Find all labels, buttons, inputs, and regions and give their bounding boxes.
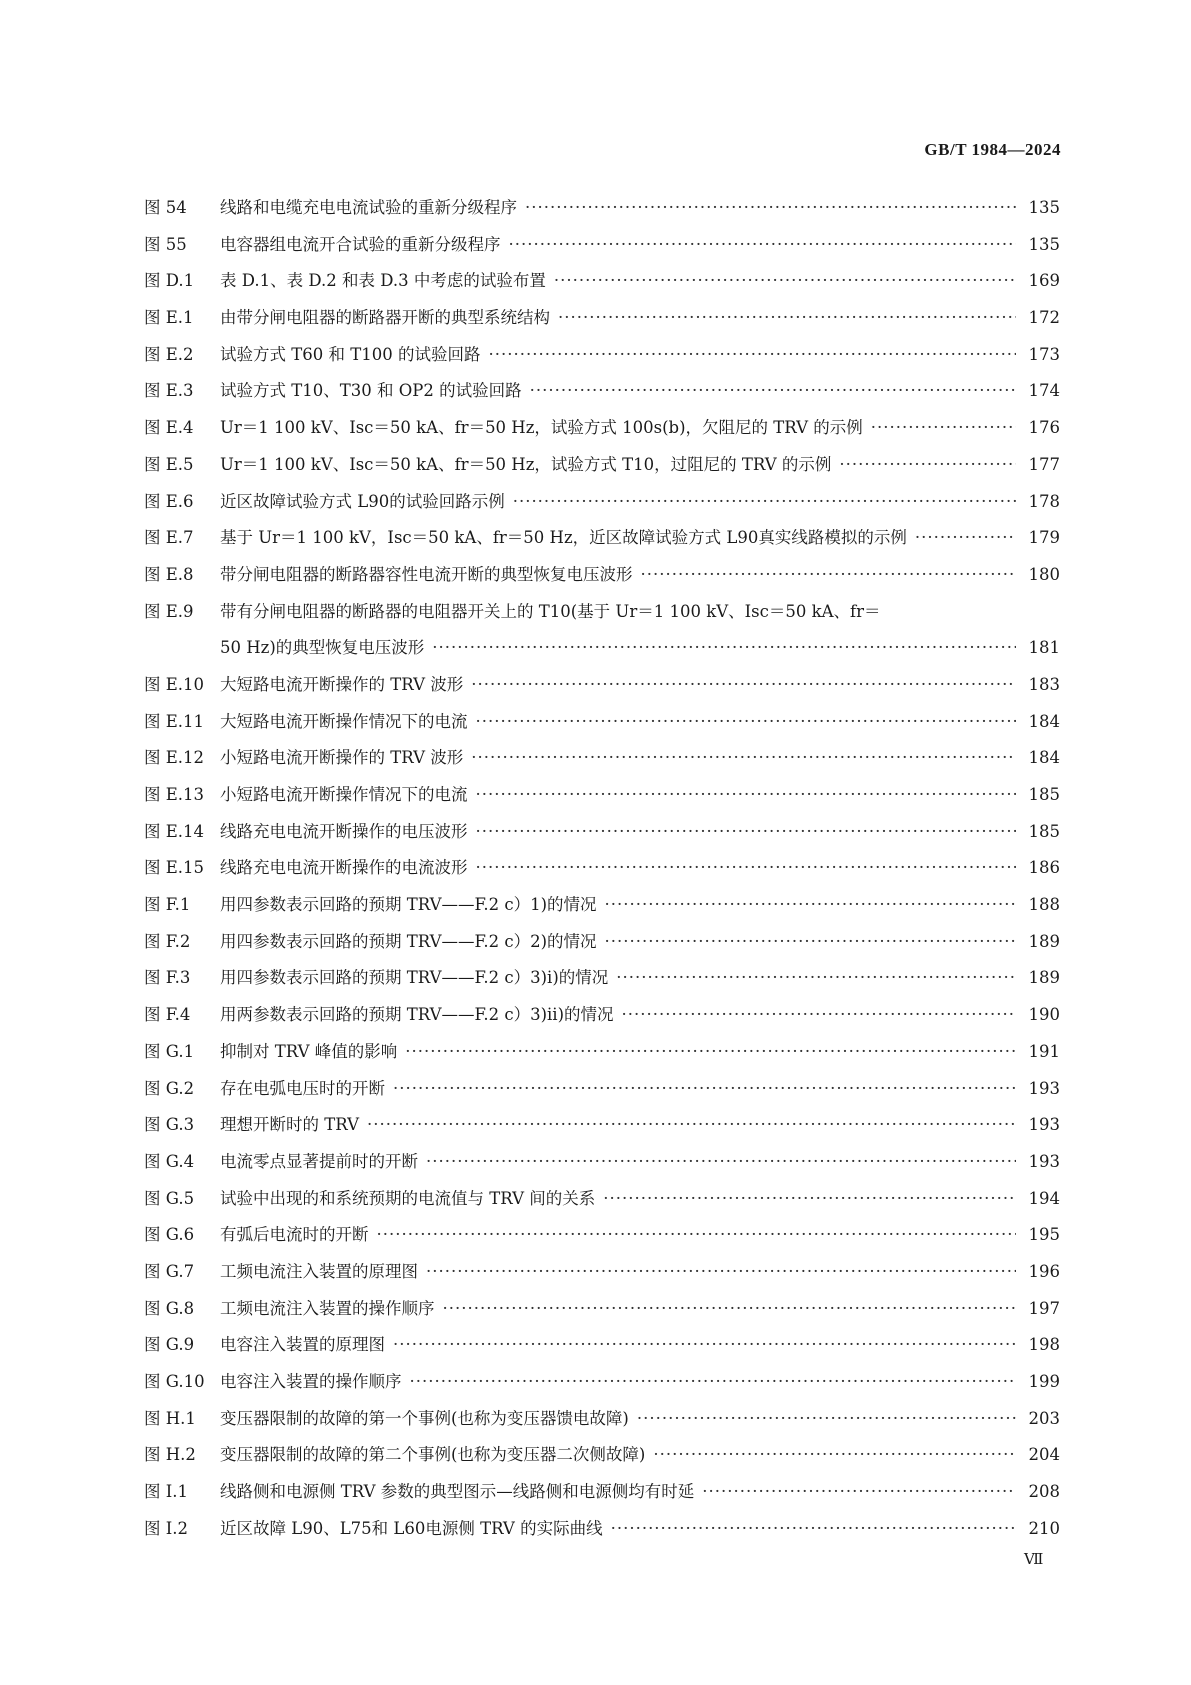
standard-number-header: GB/T 1984—2024	[924, 140, 1061, 159]
toc-entry[interactable]	[144, 1401, 1060, 1438]
figure-title: 试验方式 T60 和 T100 的试验回路	[220, 344, 481, 364]
toc-entry[interactable]	[144, 887, 1060, 924]
page-ref: 172	[1028, 308, 1060, 328]
page-ref: 174	[1028, 381, 1060, 401]
dot-leader	[405, 1034, 1016, 1071]
page-ref: 210	[1028, 1518, 1060, 1538]
dot-leader	[443, 1291, 1017, 1328]
dot-leader	[410, 1364, 1017, 1401]
page-number: Ⅶ	[1024, 1550, 1044, 1568]
figure-title: 用两参数表示回路的预期 TRV——F.2 c）3)ⅱ)的情况	[220, 1005, 614, 1025]
toc-entry[interactable]	[144, 1437, 1060, 1474]
dot-leader	[554, 263, 1016, 300]
figure-title: 线路和电缆充电电流试验的重新分级程序	[220, 198, 517, 217]
dot-leader	[641, 557, 1017, 594]
page-ref: 135	[1028, 198, 1060, 217]
figure-title: 线路充电电流开断操作的电流波形	[220, 858, 468, 878]
toc-entry[interactable]	[144, 373, 1060, 410]
dot-leader	[393, 1071, 1016, 1108]
figure-number: 图 55	[144, 234, 187, 254]
toc-entry[interactable]	[144, 1474, 1060, 1511]
figure-title: 小短路电流开断操作的 TRV 波形	[220, 748, 464, 768]
figure-title: 带有分闸电阻器的断路器的电阻器开关上的 T10(基于 Ur＝1 100 kV、Isc＝50 kA、fr＝	[220, 601, 881, 621]
figure-title: 存在电弧电压时的开断	[220, 1078, 385, 1098]
page-ref: 186	[1028, 858, 1060, 878]
page-ref: 184	[1028, 748, 1060, 768]
toc-entry[interactable]	[144, 777, 1060, 814]
figure-title: 50 Hz)的典型恢复电压波形	[220, 638, 425, 658]
figure-number: 图 F.3	[144, 968, 191, 988]
toc-entry[interactable]	[144, 227, 1060, 264]
page-ref: 198	[1028, 1335, 1060, 1355]
dot-leader	[616, 960, 1016, 997]
toc-entry[interactable]	[144, 1071, 1060, 1108]
dot-leader	[432, 630, 1016, 667]
toc-entry[interactable]	[144, 924, 1060, 961]
figure-title: 有弧后电流时的开断	[220, 1225, 369, 1245]
figure-title: 电容注入装置的原理图	[220, 1335, 385, 1355]
figure-number: 图 D.1	[144, 271, 195, 291]
figure-title: 大短路电流开断操作情况下的电流	[220, 711, 468, 731]
dot-leader	[426, 1144, 1016, 1181]
page-ref: 191	[1028, 1041, 1060, 1061]
toc-entry[interactable]	[144, 520, 1060, 557]
figure-title: 变压器限制的故障的第一个事例(也称为变压器馈电故障)	[220, 1408, 629, 1428]
toc-entry[interactable]	[144, 630, 1060, 667]
figure-number: 图 E.10	[144, 674, 205, 694]
page-ref: 169	[1028, 271, 1060, 291]
page-ref: 194	[1028, 1188, 1060, 1208]
figure-number: 图 G.2	[144, 1078, 195, 1098]
figure-number: 图 E.13	[144, 785, 205, 804]
figure-number: 图 E.11	[144, 711, 205, 731]
dot-leader	[476, 704, 1017, 741]
toc-entry[interactable]	[144, 850, 1060, 887]
figure-title: 线路充电电流开断操作的电压波形	[220, 821, 468, 841]
figure-title: 线路侧和电源侧 TRV 参数的典型图示—线路侧和电源侧均有时延	[220, 1482, 695, 1502]
dot-leader	[476, 850, 1017, 887]
toc-entry[interactable]	[144, 704, 1060, 741]
dot-leader	[426, 1254, 1016, 1291]
figure-title: 电容注入装置的操作顺序	[220, 1372, 402, 1391]
dot-leader	[605, 924, 1016, 961]
figure-number: 图 G.5	[144, 1188, 195, 1208]
figure-title: 大短路电流开断操作的 TRV 波形	[220, 674, 464, 694]
dot-leader	[611, 1511, 1016, 1548]
dot-leader	[558, 300, 1016, 337]
dot-leader	[605, 887, 1016, 924]
figure-number: 图 G.7	[144, 1261, 195, 1281]
figure-title: 工频电流注入装置的操作顺序	[220, 1298, 435, 1318]
figure-title: 理想开断时的 TRV	[220, 1115, 360, 1135]
figure-title: Ur＝1 100 kV、Isc＝50 kA、fr＝50 Hz，试验方式 T10，过阻尼的 TRV 的示例	[220, 454, 832, 474]
figure-title: 用四参数表示回路的预期 TRV——F.2 c）1)的情况	[220, 895, 597, 915]
figure-title: 试验中出现的和系统预期的电流值与 TRV 间的关系	[220, 1188, 596, 1208]
page-ref: 199	[1028, 1372, 1060, 1391]
page-ref: 178	[1028, 491, 1060, 511]
page-ref: 190	[1028, 1005, 1060, 1025]
figure-number: 图 E.9	[144, 601, 194, 621]
dot-leader	[513, 484, 1016, 521]
dot-leader	[476, 814, 1017, 851]
toc-entry[interactable]	[144, 484, 1060, 521]
figure-number: 图 E.7	[144, 528, 194, 548]
figure-number: 图 G.1	[144, 1041, 195, 1061]
figure-number: 图 E.2	[144, 344, 194, 364]
figure-number: 图 F.4	[144, 1005, 191, 1025]
figure-title: 用四参数表示回路的预期 TRV——F.2 c）2)的情况	[220, 931, 597, 951]
toc-entry[interactable]	[144, 1217, 1060, 1254]
figure-number: 图 E.8	[144, 564, 194, 584]
dot-leader	[653, 1437, 1016, 1474]
toc-entry[interactable]	[144, 300, 1060, 337]
figure-number: 图 I.1	[144, 1482, 189, 1502]
figure-number: 图 G.8	[144, 1298, 195, 1318]
figure-number: 图 E.4	[144, 418, 194, 438]
dot-leader	[525, 190, 1016, 227]
page-ref: 173	[1028, 344, 1060, 364]
page-ref: 181	[1028, 638, 1060, 658]
figure-title: 近区故障试验方式 L90的试验回路示例	[220, 491, 505, 511]
figure-number: 图 G.10	[144, 1372, 205, 1391]
toc-entry[interactable]	[144, 997, 1060, 1034]
toc-entry[interactable]	[144, 1107, 1060, 1144]
page-ref: 184	[1028, 711, 1060, 731]
figure-title: 电流零点显著提前时的开断	[220, 1151, 418, 1171]
figure-number: 图 E.15	[144, 858, 205, 878]
page-ref: 196	[1028, 1261, 1060, 1281]
toc-entry[interactable]	[144, 1291, 1060, 1328]
page-ref: 193	[1028, 1115, 1060, 1135]
figure-number: 图 F.1	[144, 895, 191, 915]
figure-number: 图 E.14	[144, 821, 205, 841]
dot-leader	[622, 997, 1016, 1034]
page-ref: 188	[1028, 895, 1060, 915]
page-ref: 185	[1028, 821, 1060, 841]
figure-title: 带分闸电阻器的断路器容性电流开断的典型恢复电压波形	[220, 564, 633, 584]
toc-entry[interactable]	[144, 447, 1060, 484]
toc-entry[interactable]	[144, 1144, 1060, 1181]
toc-entry[interactable]	[144, 594, 1060, 631]
dot-leader	[476, 777, 1017, 814]
page-ref: 204	[1028, 1445, 1060, 1465]
dot-leader	[702, 1474, 1016, 1511]
page-ref: 189	[1028, 968, 1060, 988]
figure-number: 图 54	[144, 198, 187, 217]
figure-number: 图 H.1	[144, 1408, 196, 1428]
figure-title: 抑制对 TRV 峰值的影响	[220, 1041, 398, 1061]
figure-title: 基于 Ur＝1 100 kV，Isc＝50 kA、fr＝50 Hz，近区故障试验方式 L90真实线路模拟的示例	[220, 528, 907, 548]
figure-title: 电容器组电流开合试验的重新分级程序	[220, 234, 501, 254]
toc-entry[interactable]	[144, 557, 1060, 594]
page-ref: 197	[1028, 1298, 1060, 1318]
dot-leader	[471, 667, 1016, 704]
page-ref: 195	[1028, 1225, 1060, 1245]
dot-leader	[839, 447, 1016, 484]
toc-entry[interactable]	[144, 263, 1060, 300]
figure-title: 表 D.1、表 D.2 和表 D.3 中考虑的试验布置	[220, 271, 546, 291]
figure-number: 图 E.12	[144, 748, 205, 768]
page-ref: 193	[1028, 1078, 1060, 1098]
page-ref: 193	[1028, 1151, 1060, 1171]
figure-number: 图 F.2	[144, 931, 191, 951]
figure-number: 图 E.1	[144, 308, 194, 328]
figure-title: 近区故障 L90、L75和 L60电源侧 TRV 的实际曲线	[220, 1518, 603, 1538]
toc-entry[interactable]	[144, 740, 1060, 777]
figure-number: 图 E.3	[144, 381, 194, 401]
toc-entry[interactable]	[144, 1034, 1060, 1071]
dot-leader	[393, 1327, 1016, 1364]
toc-entry[interactable]	[144, 190, 1060, 227]
toc-entry[interactable]	[144, 1254, 1060, 1291]
page-ref: 179	[1028, 528, 1060, 548]
dot-leader	[915, 520, 1016, 557]
dot-leader	[871, 410, 1016, 447]
figure-title: 工频电流注入装置的原理图	[220, 1261, 418, 1281]
toc-entry[interactable]	[144, 1327, 1060, 1364]
toc-entry[interactable]	[144, 337, 1060, 374]
page-ref: 189	[1028, 931, 1060, 951]
dot-leader	[488, 337, 1016, 374]
figure-number: 图 G.3	[144, 1115, 195, 1135]
figure-title: 试验方式 T10、T30 和 OP2 的试验回路	[220, 381, 522, 401]
dot-leader	[367, 1107, 1016, 1144]
page-ref: 180	[1028, 564, 1060, 584]
figure-title: 变压器限制的故障的第二个事例(也称为变压器二次侧故障)	[220, 1445, 646, 1465]
figure-number: 图 E.6	[144, 491, 194, 511]
page-ref: 176	[1028, 418, 1060, 438]
page-ref: 185	[1028, 785, 1060, 804]
figure-number: 图 G.4	[144, 1151, 195, 1171]
toc-entry[interactable]	[144, 1364, 1060, 1401]
toc-entry[interactable]	[144, 1511, 1060, 1548]
dot-leader	[530, 373, 1016, 410]
page-ref: 135	[1028, 234, 1060, 254]
figure-number: 图 I.2	[144, 1518, 189, 1538]
toc-entry[interactable]	[144, 1181, 1060, 1218]
page-ref: 177	[1028, 454, 1060, 474]
dot-leader	[509, 227, 1017, 264]
page-ref: 183	[1028, 674, 1060, 694]
figure-title: 小短路电流开断操作情况下的电流	[220, 785, 468, 804]
figure-number: 图 H.2	[144, 1445, 196, 1465]
figure-list	[144, 190, 1060, 1547]
figure-title: Ur＝1 100 kV、Isc＝50 kA、fr＝50 Hz，试验方式 100s(b)，欠阻尼的 TRV 的示例	[220, 418, 863, 438]
dot-leader	[637, 1401, 1016, 1438]
toc-entry[interactable]	[144, 960, 1060, 997]
toc-entry[interactable]	[144, 667, 1060, 704]
figure-number: 图 E.5	[144, 454, 194, 474]
figure-title: 由带分闸电阻器的断路器开断的典型系统结构	[220, 308, 550, 328]
page-ref: 208	[1028, 1482, 1060, 1502]
toc-entry[interactable]	[144, 814, 1060, 851]
dot-leader	[603, 1181, 1016, 1218]
figure-number: 图 G.6	[144, 1225, 195, 1245]
page-ref: 203	[1028, 1408, 1060, 1428]
dot-leader	[471, 740, 1016, 777]
toc-entry[interactable]	[144, 410, 1060, 447]
figure-number: 图 G.9	[144, 1335, 195, 1355]
figure-title: 用四参数表示回路的预期 TRV——F.2 c）3)ⅰ)的情况	[220, 968, 609, 988]
dot-leader	[377, 1217, 1017, 1254]
